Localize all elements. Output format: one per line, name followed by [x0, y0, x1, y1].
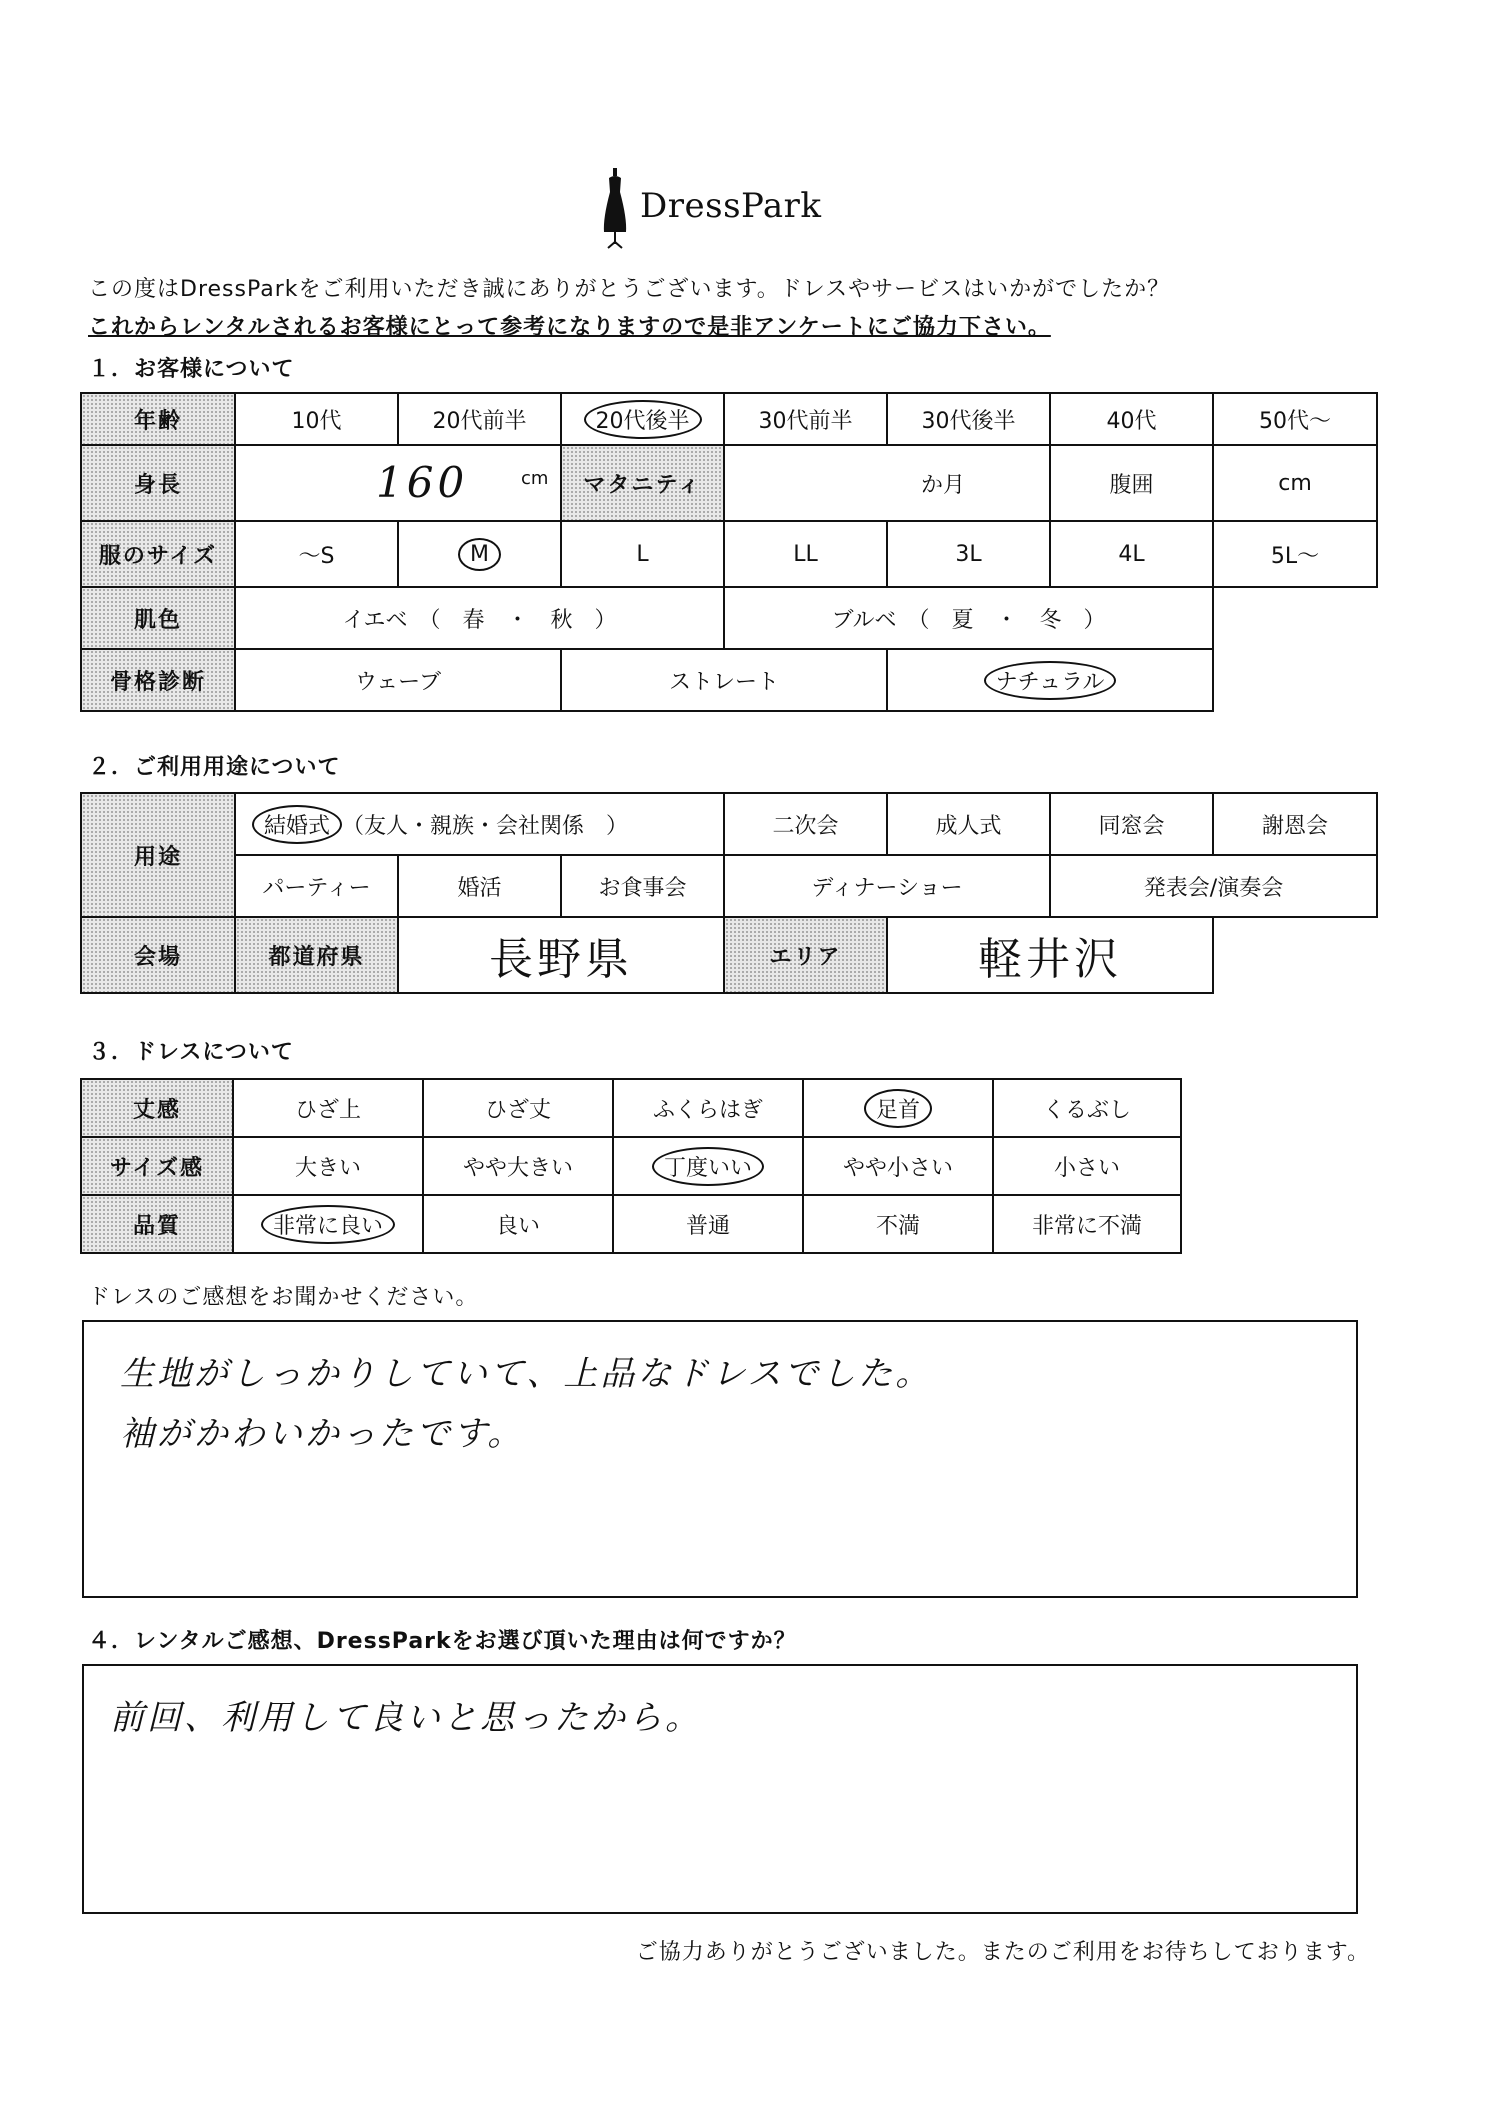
age-option-early-30s[interactable]: 30代前半: [724, 393, 887, 445]
length-calf[interactable]: ふくらはぎ: [613, 1079, 803, 1137]
maternity-label: マタニティ: [561, 445, 724, 521]
waist-unit: cm: [1278, 470, 1312, 496]
section-4-title: ４．レンタルご感想、DressParkをお選び頂いた理由は何ですか？: [88, 1629, 797, 1654]
maternity-field[interactable]: [724, 445, 1050, 521]
size-label: 服のサイズ: [81, 521, 235, 587]
skin-yellow-option[interactable]: イエベ （ 春 ・ 秋 ）: [235, 587, 724, 649]
height-value: 160: [376, 458, 469, 507]
quality-good[interactable]: 良い: [423, 1195, 613, 1253]
fit-label: サイズ感: [81, 1137, 233, 1195]
body-type-natural[interactable]: [887, 649, 1213, 711]
fit-slightly-small[interactable]: やや小さい: [803, 1137, 993, 1195]
selected-circle: M: [458, 538, 501, 571]
quality-dissatisfied[interactable]: 不満: [803, 1195, 993, 1253]
purpose-reunion[interactable]: 同窓会: [1050, 793, 1213, 855]
size-option-ll[interactable]: LL: [724, 521, 887, 587]
size-option-s[interactable]: ～S: [235, 521, 398, 587]
intro-line-1: この度はDressParkをご利用いただき誠にありがとうございます。ドレスやサービスはいかがでしたか？: [88, 277, 1171, 302]
dress-table: [80, 1078, 1182, 1254]
age-option-late-20s[interactable]: [561, 393, 724, 445]
size-option-3l[interactable]: 3L: [887, 521, 1050, 587]
purpose-konkatsu[interactable]: 婚活: [398, 855, 561, 917]
reason-box[interactable]: [82, 1664, 1358, 1914]
purpose-thanks-party[interactable]: 謝恩会: [1213, 793, 1377, 855]
height-label: 身長: [81, 445, 235, 521]
section-1-title: １．お客様について: [88, 357, 295, 382]
fit-small[interactable]: 小さい: [993, 1137, 1181, 1195]
waist-field[interactable]: [1213, 445, 1377, 521]
impression-line-1: 生地がしっかりしていて、上品なドレスでした。: [120, 1354, 933, 1394]
length-knee[interactable]: ひざ丈: [423, 1079, 613, 1137]
prefecture-value: 長野県: [489, 934, 633, 985]
impression-line-2: 袖がかわいかったです。: [120, 1414, 525, 1454]
fit-large[interactable]: 大きい: [233, 1137, 423, 1195]
purpose-party[interactable]: パーティー: [235, 855, 398, 917]
body-type-label: 骨格診断: [81, 649, 235, 711]
dress-mannequin-icon: [600, 168, 630, 250]
length-label: 丈感: [81, 1079, 233, 1137]
skin-label: 肌色: [81, 587, 235, 649]
reason-answer: 前回、利用して良いと思ったから。: [110, 1698, 702, 1738]
skin-blue-option[interactable]: ブルベ （ 夏 ・ 冬 ）: [724, 587, 1213, 649]
month-unit: か月: [921, 473, 966, 498]
usage-table: [80, 792, 1378, 994]
brand-name: DressPark: [640, 186, 822, 226]
selected-circle: 結婚式: [252, 805, 342, 844]
section-2-title: ２．ご利用用途について: [88, 755, 341, 780]
size-option-4l[interactable]: 4L: [1050, 521, 1213, 587]
length-ankle-bone[interactable]: くるぶし: [993, 1079, 1181, 1137]
purpose-label: 用途: [81, 793, 235, 917]
dress-impression-box[interactable]: [82, 1320, 1358, 1598]
prefecture-label: 都道府県: [235, 917, 398, 993]
height-unit: cm: [521, 468, 549, 489]
prefecture-field[interactable]: [398, 917, 724, 993]
wedding-guest-type: （友人・親族・会社関係 ）: [342, 813, 629, 839]
age-option-early-20s[interactable]: 20代前半: [398, 393, 561, 445]
selected-circle: 20代後半: [584, 400, 702, 439]
area-field[interactable]: [887, 917, 1213, 993]
purpose-after-party[interactable]: 二次会: [724, 793, 887, 855]
area-label: エリア: [724, 917, 887, 993]
footer-thanks: ご協力ありがとうございました。またのご利用をお待ちしております。: [635, 1940, 1370, 1965]
purpose-dinner-meeting[interactable]: お食事会: [561, 855, 724, 917]
size-option-m[interactable]: [398, 521, 561, 587]
age-option-40s[interactable]: 40代: [1050, 393, 1213, 445]
brand-logo: [600, 168, 840, 250]
venue-label: 会場: [81, 917, 235, 993]
selected-circle: 足首: [864, 1089, 932, 1128]
customer-info-table: [80, 392, 1378, 712]
section-3-title: ３．ドレスについて: [88, 1040, 294, 1065]
age-option-10s[interactable]: 10代: [235, 393, 398, 445]
impression-prompt: ドレスのご感想をお聞かせください。: [88, 1285, 479, 1310]
quality-very-dissatisfied[interactable]: 非常に不満: [993, 1195, 1181, 1253]
selected-circle: 丁度いい: [652, 1147, 764, 1186]
height-field[interactable]: [235, 445, 561, 521]
area-value: 軽井沢: [978, 934, 1122, 985]
age-option-50s[interactable]: 50代～: [1213, 393, 1377, 445]
purpose-recital[interactable]: 発表会/演奏会: [1050, 855, 1377, 917]
body-type-wave[interactable]: ウェーブ: [235, 649, 561, 711]
length-ankle[interactable]: [803, 1079, 993, 1137]
purpose-coming-of-age[interactable]: 成人式: [887, 793, 1050, 855]
size-option-l[interactable]: L: [561, 521, 724, 587]
selected-circle: 非常に良い: [261, 1205, 395, 1244]
body-type-straight[interactable]: ストレート: [561, 649, 887, 711]
age-option-late-30s[interactable]: 30代後半: [887, 393, 1050, 445]
purpose-wedding[interactable]: [235, 793, 724, 855]
quality-label: 品質: [81, 1195, 233, 1253]
quality-average[interactable]: 普通: [613, 1195, 803, 1253]
age-label: 年齢: [81, 393, 235, 445]
selected-circle: ナチュラル: [984, 661, 1117, 700]
quality-very-good[interactable]: [233, 1195, 423, 1253]
intro-line-2: これからレンタルされるお客様にとって参考になりますので是非アンケートにご協力下さい。: [88, 315, 1051, 340]
size-option-5l[interactable]: 5L～: [1213, 521, 1377, 587]
purpose-dinner-show[interactable]: ディナーショー: [724, 855, 1050, 917]
fit-slightly-large[interactable]: やや大きい: [423, 1137, 613, 1195]
waist-label: 腹囲: [1050, 445, 1213, 521]
fit-just-right[interactable]: [613, 1137, 803, 1195]
length-above-knee[interactable]: ひざ上: [233, 1079, 423, 1137]
